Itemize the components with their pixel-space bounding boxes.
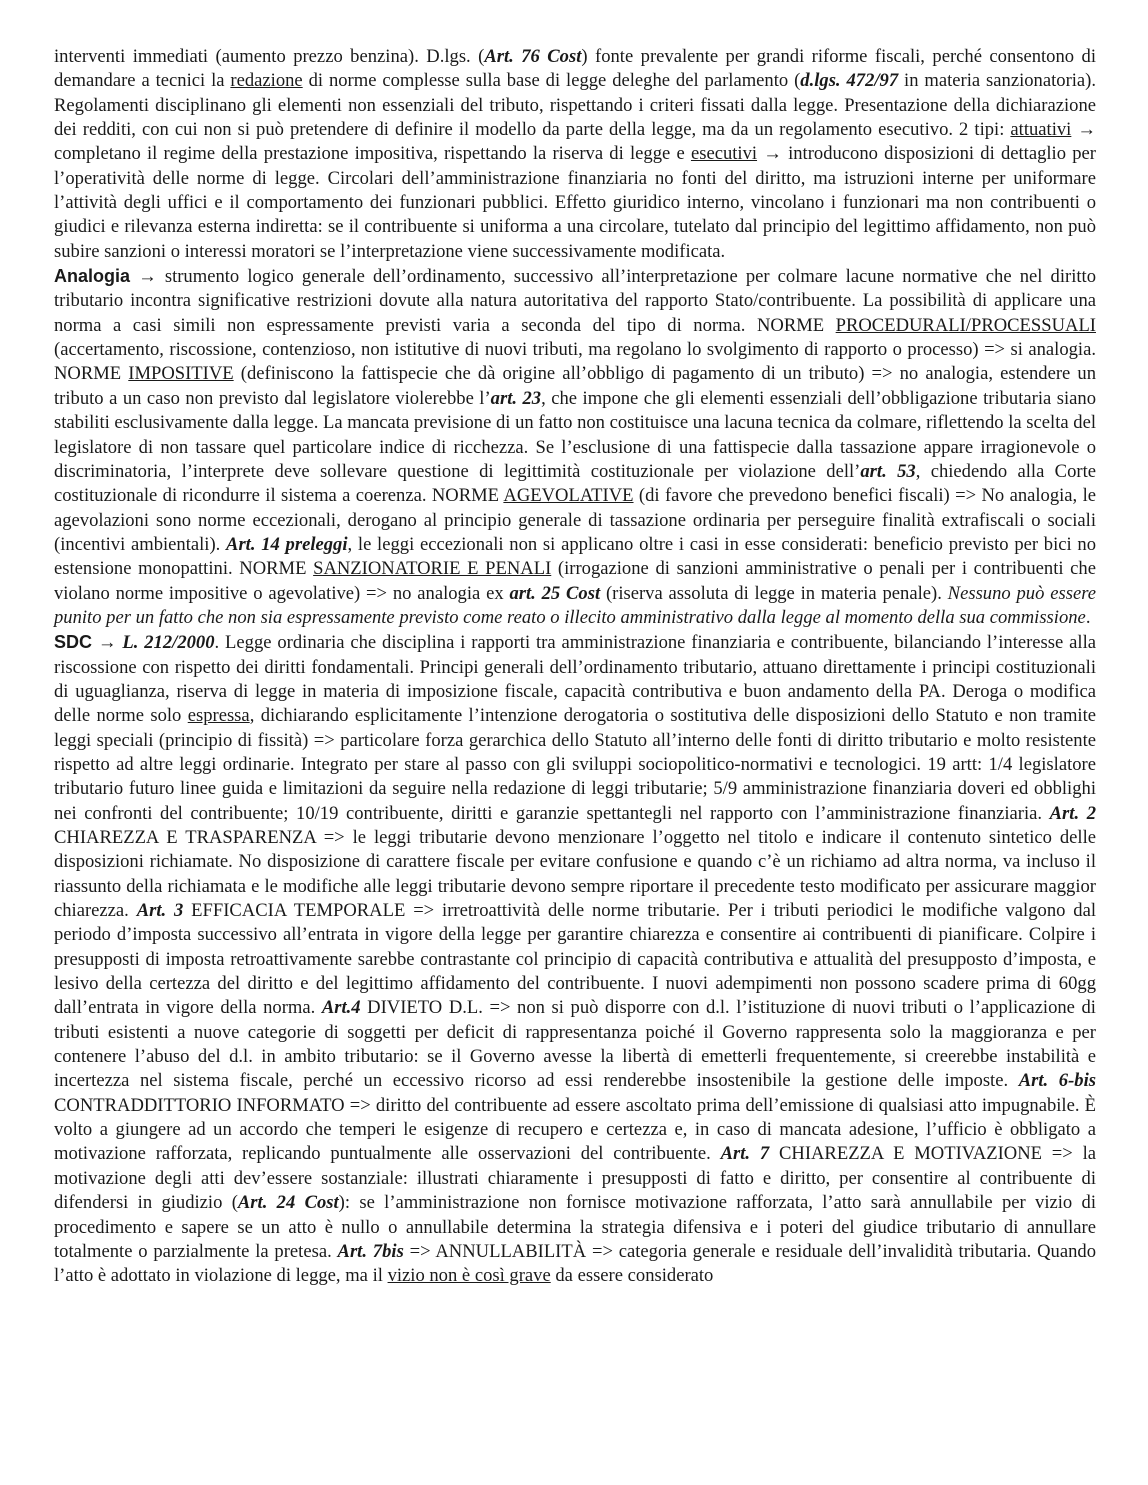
underlined-term: AGEVOLATIVE [503, 485, 634, 507]
text-run: => ANNULLABILITÀ => categoria generale e residuale dell’invalidità tributaria. Quando l’atto è adottato in violazione di legge, ma il [54, 1240, 1096, 1287]
underlined-term: esecutivi [690, 143, 758, 165]
text-run: → strumento logico generale dell’ordinamento, successivo all’interpretazione per colmare lacune normative che nel diritto tributario incontra significative restrizioni dovute alla natura autoritativa del rapporto Stato/contribuente. La possibilità di applicare una norma a casi simili non espressamente previsti varia a seconda del tipo di norma. NORME [54, 266, 1096, 336]
legal-reference: art. 23 [490, 387, 542, 409]
text-run: → completano il regime della prestazione impositiva, rispettando la riserva di legge e [54, 119, 1097, 165]
legal-reference: L. 212/2000 [122, 632, 215, 654]
paragraph-fonti-regolamenti-circolari [54, 45, 1096, 264]
legal-reference: Art. 7bis [337, 1240, 404, 1262]
text-run: DIVIETO D.L. => non si può disporre con d.l. l’istituzione di nuovi tributi o l’applicazione di tributi esistenti a nuove categorie di soggetti per deficit di rappresentanza poiché il Governo rappresenta solo la maggioranza e per contenere l’abuso del d.l. in ambito tributario: se il Governo avesse la libertà di emetterli frequentemente, si creerebbe instabilità e incertezza nel sistema fiscale, perché un eccessivo ricorso ad essi renderebbe insostenibile la gestione delle imposte. [54, 997, 1096, 1092]
text-run: interventi immediati (aumento prezzo benzina). D.lgs. ( [54, 46, 485, 67]
text-run: di norme complesse sulla base di legge deleghe del parlamento ( [302, 70, 801, 92]
text-run: → introducono disposizioni di dettaglio per l’operatività delle norme di legge. Circolari dell’amministrazione finanziaria no fonti del diritto, ma istruzioni interne per uniformare l’attività degli uffici e il comportamento dei funzionari pubblici. Effetto giuridico interno, vincolano i funzionari ma non contribuenti o giudici e rilevanza esterna indiretta: se il contribuente si uniforma a una circolare, tutelato dal principio del legittimo affidamento, non può subire sanzioni o interessi moratori se l’interpretazione viene successivamente modificata. [54, 143, 1096, 262]
text-run: , chiedendo alla Corte costituzionale di ricondurre il sistema a coerenza. NORME [54, 460, 1096, 507]
underlined-term: vizio non è così grave [387, 1265, 551, 1287]
text-run: CONTRADDITTORIO INFORMATO => diritto del contribuente ad essere ascoltato prima dell’emissione di qualsiasi atto impugnabile. È volto a giungere ad un accordo che temperi le esigenze di recupero e certezza e, in caso di mancata adesione, l’ufficio è obbligato a motivazione rafforzata, replicando puntualmente alle osservazioni del contribuente. [54, 1094, 1096, 1165]
underlined-term: redazione [230, 70, 303, 92]
legal-reference: Art. 14 preleggi [226, 533, 348, 555]
document-body [54, 45, 1096, 1289]
legal-reference: Art. 24 Cost [237, 1192, 339, 1214]
underlined-term: espressa [187, 705, 250, 727]
text-run: EFFICACIA TEMPORALE => irretroattività delle norme tributarie. Per i tributi periodici le modifiche valgono dal periodo d’imposta successivo all’entrata in vigore della legge per garantire chiarezza e consentire ai contribuenti di pianificare. Colpire i presupposti di imposta retroattivamente sarebbe contrastante col principio di capacità contributiva e attualità del presupposto d’imposta, e lesivo della certezza del diritto e del legittimo affidamento del contribuente. I nuovi adempimenti non possono scadere prima di 60gg dall’entrata in vigore della norma. [54, 900, 1096, 1019]
legal-reference: Art. 76 Cost [484, 46, 582, 67]
text-run: , le leggi eccezionali non si applicano oltre i casi in esse considerati: beneficio previsto per bici no estensione monopattini. NORME [54, 533, 1097, 580]
text-run: . [1085, 606, 1091, 628]
text-run: (irrogazione di sanzioni amministrative o penali per i contribuenti che violano norme impositive o agevolative) => no analogia ex [54, 558, 1096, 604]
legal-reference: art. 25 Cost [509, 582, 601, 604]
legal-reference: Art. 2 [1049, 802, 1096, 824]
underlined-term: attuativi [1010, 119, 1072, 141]
text-run: (di favore che prevedono benefici fiscali) => No analogia, le agevolazioni sono norme eccezionali, derogano al principio generale di tassazione ordinaria per perseguire finalità extrafiscali o sociali (incentivi ambientali). [54, 485, 1096, 555]
text-run: (definiscono la fattispecie che dà origine all’obbligo di pagamento di un tributo) => no analogia, estendere un tributo a un caso non previsto dal legislatore violerebbe l’ [54, 363, 1097, 409]
text-run: → [92, 632, 123, 654]
section-heading: SDC [54, 632, 93, 653]
text-run: , che impone che gli elementi essenziali dell’obbligazione tributaria siano stabiliti esclusivamente dalla legge. La mancata previsione di un fatto non costituisce una lacuna tecnica da colmare, riflettendo la scelta del legislatore di non tassare quel particolare indice di ricchezza. Se l’esclusione di una fattispecie dalla tassazione appare irragionevole o discriminatoria, l’interprete deve sollevare questione di legittimità costituzionale per violazione dell’ [54, 387, 1096, 482]
underlined-term: SANZIONATORIE E PENALI [313, 558, 552, 580]
text-run: . Legge ordinaria che disciplina i rapporti tra amministrazione finanziaria e contribuente, bilanciando l’interesse alla riscossione con rispetto dei diritti fondamentali. Principi generali dell’ordinamento tributario, attuano direttamente i principi costituzionali di uguaglianza, riserva di legge in materia di imposizione fiscale, capacità contributiva e buon andamento della PA. Deroga o modifica delle norme solo [54, 632, 1097, 727]
text-run: CHIAREZZA E MOTIVAZIONE => la motivazione degli atti dev’essere sostanziale: illustrati chiaramente i presupposti di fatto e diritto, per consentire al contribuente di difendersi in giudizio ( [54, 1143, 1096, 1214]
underlined-term: IMPOSITIVE [128, 363, 234, 385]
legal-reference: Art.4 [321, 997, 361, 1019]
text-run: CHIAREZZA E TRASPARENZA => le leggi tributarie devono menzionare l’oggetto nel titolo e indicare il contenuto sintetico delle disposizioni richiamate. No disposizione di carattere fiscale per evitare confusione e quando c’è un richiamo ad altra norma, va incluso il riassunto della richiamata e le modifiche alle leggi tributarie devono sempre riportare il precedente testo modificato per assicurare maggior chiarezza. [54, 827, 1096, 922]
paragraph-analogia [54, 264, 1096, 630]
legal-reference: Art. 3 [136, 900, 184, 922]
text-run: (accertamento, riscossione, contenzioso, non istitutive di nuovi tributi, ma regolano lo svolgimento di rapporto o processo) => si analogia. NORME [54, 339, 1096, 385]
text-run: ) fonte prevalente per grandi riforme fiscali, perché consentono di demandare a tecnici la [54, 46, 1096, 92]
legal-reference: d.lgs. 472/97 [800, 70, 899, 92]
text-run: ): se l’amministrazione non fornisce motivazione rafforzata, l’atto sarà annullabile per vizio di procedimento e sapere se un atto è nullo o annullabile determina la strategia difensiva e i poteri del giudice tributario di annullare totalmente o parzialmente la pretesa. [54, 1192, 1096, 1262]
underlined-term: PROCEDURALI/PROCESSUALI [835, 314, 1096, 336]
text-run: (riserva assoluta di legge in materia penale). [600, 582, 948, 604]
section-heading: Analogia [54, 266, 131, 287]
legal-reference: Art. 6-bis [1018, 1070, 1096, 1092]
text-run: in materia sanzionatoria). Regolamenti disciplinano gli elementi non essenziali del tributo, rispettando i criteri fissati dalla legge. Presentazione della dichiarazione dei redditi, con cui non si può pretendere di definire il modello da parte della legge, ma da un regolamento esecutivo. 2 tipi: [54, 70, 1097, 141]
paragraph-statuto-contribuente [54, 630, 1096, 1288]
text-run: , dichiarando esplicitamente l’intenzione derogatoria o sostitutiva delle disposizioni dello Statuto e non tramite leggi speciali (principio di fissità) => particolare forza gerarchica dello Statuto all’interno delle fonti di diritto tributario e molto resistente rispetto ad altre leggi ordinarie. Integrato per stare al passo con gli sviluppi sociopolitico-normativi e tecnologici. 19 artt: 1/4 legislatore tributario futuro linee guida e limitazioni da seguire nella redazione di leggi tributarie; 5/9 amministrazione finanziaria doveri ed obblighi nei confronti del contribuente; 10/19 contribuente, diritti e garanzie spettantegli nel rapporto con l’amministrazione finanziaria. [54, 705, 1097, 824]
text-run: da essere considerato [550, 1265, 714, 1287]
italic-quote: Nessuno può essere punito per un fatto che non sia espressamente previsto come reato o illecito amministrativo dalla legge al momento della sua commissione [54, 582, 1096, 628]
legal-reference: Art. 7 [720, 1143, 770, 1165]
legal-reference: art. 53 [860, 460, 916, 482]
